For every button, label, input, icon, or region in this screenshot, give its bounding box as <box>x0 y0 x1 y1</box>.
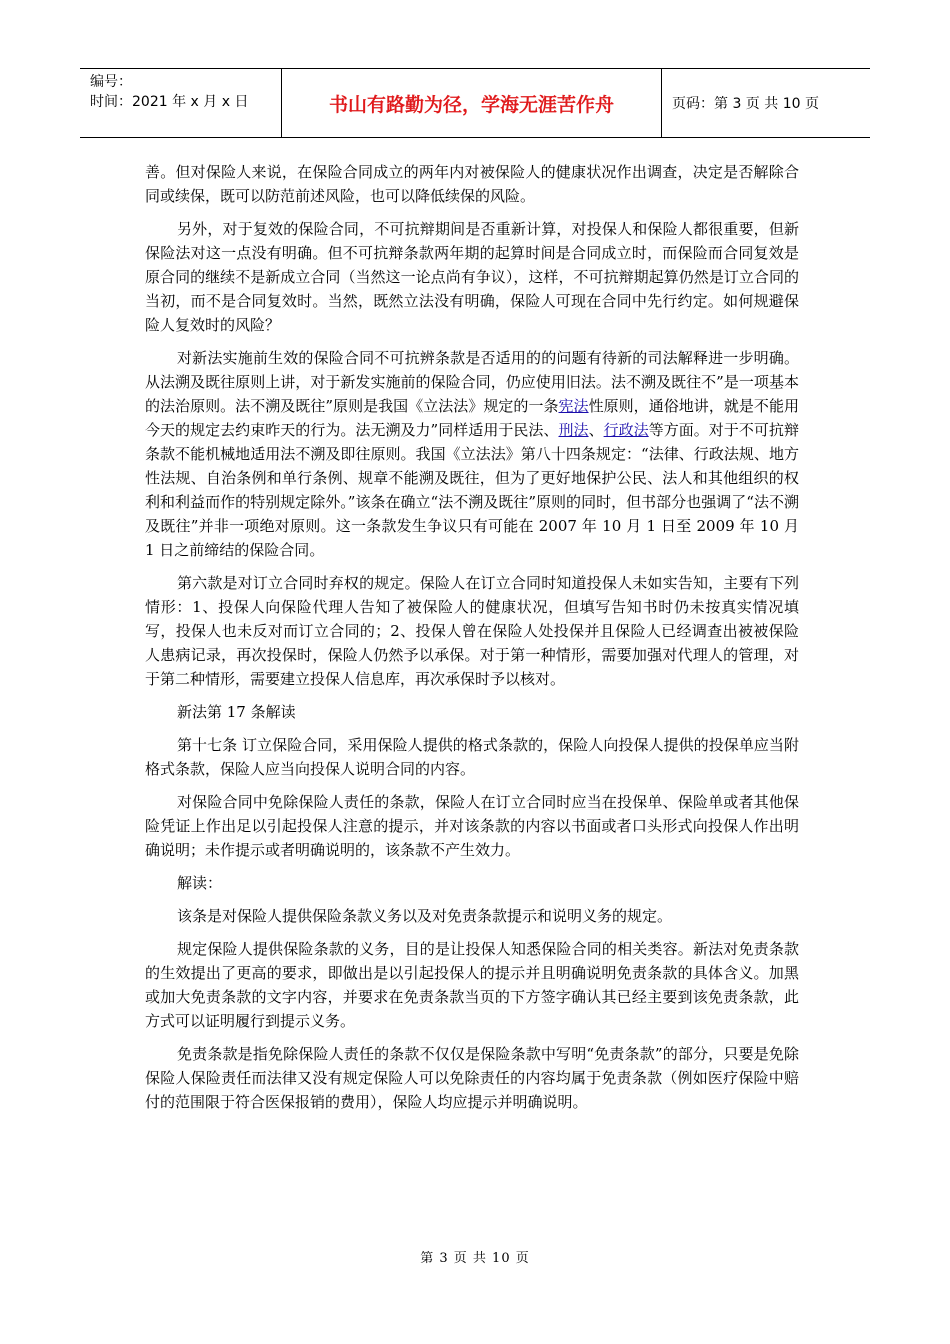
article-17-clause-1: 第十七条 订立保险合同，采用保险人提供的格式条款的，保险人向投保人提供的投保单应当附格式条款，保险人应当向投保人说明合同的内容。 <box>145 736 799 778</box>
header-motto: 书山有路勤为径，学海无涯苦作舟 <box>282 69 662 137</box>
link-criminal-law[interactable]: 刑法 <box>558 421 589 439</box>
paragraph-text: 等方面。对于不可抗辩条款不能机械地适用法不溯及即往原则。我国《立法法》第八十四条规定：“法律、行政法规、地方性法规、自治条例和单行条例、规章不能溯及既往，但为了更好地保护公民、法人和其他组织的权利和利益而作的特别规定除外。”该条在确立“法不溯及既往”原则的同时，但书部分也强调了“法不溯及既往”并非一项绝对原则。这一条款发生争议只有可能在 2007 年 10 月 1 日至 2009 年 10 月 1 日之前缔结的保险合同。 <box>145 421 799 559</box>
article-17-clause-2: 对保险合同中免除保险人责任的条款，保险人在订立合同时应当在投保单、保险单或者其他保险凭证上作出足以引起投保人注意的提示，并对该条款的内容以书面或者口头形式向投保人作出明确说明；未作提示或者明确说明的，该条款不产生效力。 <box>145 793 799 859</box>
paragraph-retroactivity <box>145 346 799 562</box>
page-header <box>80 68 870 138</box>
paragraph-continuation: 善。但对保险人来说，在保险合同成立的两年内对被保险人的健康状况作出调查，决定是否解除合同或续保，既可以防范前述风险，也可以降低续保的风险。 <box>145 163 799 205</box>
paragraph-text: 性原则，通俗地讲，就是不能用今天的规定去约束昨天的行为。法无溯及力”同样适用于民法、 <box>145 397 799 439</box>
paragraph-provision-duty: 规定保险人提供保险条款的义务，目的是让投保人知悉保险合同的相关类容。新法对免责条款的生效提出了更高的要求，即做出是以引起投保人的提示并且明确说明免责条款的具体含义。加黑或加大免责条款的文字内容，并要求在免责条款当页的下方签字确认其已经主要到该免责条款，此方式可以证明履行到提示义务。 <box>145 940 799 1030</box>
paragraph-text: 对新法实施前生效的保险合同不可抗辨条款是否适用的的问题有待新的司法解释进一步明确。从法溯及既往原则上讲，对于新发实施前的保险合同，仍应使用旧法。法不溯及既往不”是一项基本的法治原则。法不溯及既往”原则是我国《立法法》规定的一条 <box>145 349 799 415</box>
paragraph-reinstatement: 另外，对于复效的保险合同，不可抗辩期间是否重新计算，对投保人和保险人都很重要，但新保险法对这一点没有明确。但不可抗辩条款两年期的起算时间是合同成立时，而保险而合同复效是原合同的继续不是新成立合同（当然这一论点尚有争议），这样，不可抗辩期起算仍然是订立合同的当初，而不是合同复效时。当然，既然立法没有明确，保险人可现在合同中先行约定。如何规避保险人复效时的风险？ <box>145 220 799 334</box>
link-constitution[interactable]: 宪法 <box>558 397 589 415</box>
section-heading-article-17: 新法第 17 条解读 <box>177 703 296 721</box>
page-footer: 第 3 页 共 10 页 <box>420 1251 530 1266</box>
paragraph-text: 、 <box>588 421 604 439</box>
paragraph-waiver: 第六款是对订立合同时弃权的规定。保险人在订立合同时知道投保人未如实告知，主要有下列情形：1、投保人向保险代理人告知了被保险人的健康状况，但填写告知书时仍未按真实情况填写，投保人也未反对而订立合同的；2、投保人曾在保险人处投保并且保险人已经调查出被被保险人患病记录，再次投保时，保险人仍然予以承保。对于第一种情形，需要加强对代理人的管理，对于第二种情形，需要建立投保人信息库，再次承保时予以核对。 <box>145 574 799 688</box>
paragraph-exemption-clause: 免责条款是指免除保险人责任的条款不仅仅是保险条款中写明“免责条款”的部分，只要是免除保险人保险责任而法律又没有规定保险人可以免除责任的内容均属于免责条款（例如医疗保险中赔付的范围限于符合医保报销的费用），保险人均应提示并明确说明。 <box>145 1045 799 1111</box>
document-date-label: 时间：2021 年 x 月 x 日 <box>90 94 249 110</box>
document-body <box>145 160 799 1123</box>
header-page-number: 页码：第 3 页 共 10 页 <box>672 96 819 112</box>
header-meta-cell <box>80 69 282 137</box>
link-administrative-law[interactable]: 行政法 <box>603 421 649 439</box>
document-number-label: 编号： <box>90 74 132 90</box>
paragraph-summary: 该条是对保险人提供保险条款义务以及对免责条款提示和说明义务的规定。 <box>177 907 673 925</box>
interpretation-label: 解读： <box>177 874 223 892</box>
